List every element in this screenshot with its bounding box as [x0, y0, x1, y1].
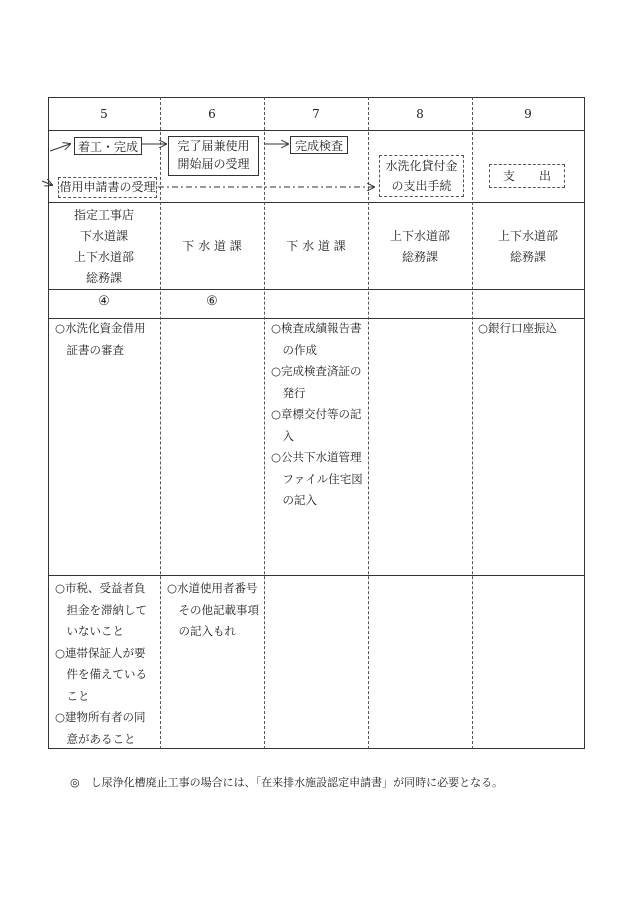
remark-line: ○水道使用者番号	[167, 581, 258, 595]
column-number: 8	[416, 107, 424, 121]
procedure-line: ○公共下水道管理	[271, 450, 362, 464]
loan-payment-line: 水洗化貸付金	[385, 159, 458, 173]
remark-line: 担金を滞納して	[55, 602, 147, 617]
department-label: 下 水 道 課	[182, 239, 242, 253]
column-number: 5	[100, 107, 108, 121]
department-label: 上下水道部	[73, 250, 134, 264]
department-label: 上下水道部	[389, 229, 450, 243]
step-marker: ④	[98, 294, 110, 309]
procedure-line: の記入	[271, 493, 317, 507]
remark-line: こと	[55, 688, 90, 703]
procedure-line: の作成	[271, 342, 317, 357]
column-number: 7	[312, 107, 320, 121]
completion-notice-line: 完了届兼使用	[177, 139, 250, 153]
remark-line: の記入もれ	[167, 624, 236, 638]
footnote: ◎ し尿浄化槽廃止工事の場合には、「在来排水施設認定申請書」が同時に必要となる。	[70, 776, 504, 789]
column-number: 6	[208, 107, 216, 121]
procedure-line: ファイル住宅図	[271, 471, 363, 486]
procedure-line: 発行	[271, 385, 306, 400]
entry-arrow-loan	[42, 181, 52, 185]
department-label: 総務課	[85, 271, 122, 285]
completion-notice-box	[168, 136, 259, 176]
department-label: 総務課	[509, 250, 546, 264]
completion-notice-line: 開始届の受理	[177, 157, 250, 171]
remark-line: ○市税、受益者負	[55, 581, 146, 595]
procedure-cell-col5	[55, 318, 146, 361]
procedure-cell-col7	[271, 318, 363, 512]
entry-arrow-start-work	[50, 144, 70, 151]
department-cell-col9	[472, 226, 584, 268]
department-label: 下水道課	[79, 229, 128, 243]
loan-payment-box	[379, 155, 464, 197]
disbursement-box: 支 出	[489, 164, 565, 188]
department-label: 下 水 道 課	[286, 239, 346, 253]
procedure-line: 証書の審査	[55, 342, 124, 357]
remarks-cell-col6	[167, 578, 259, 643]
department-label: 上下水道部	[497, 229, 558, 243]
remark-line: ○連帯保証人が要	[55, 645, 146, 660]
department-cell-col8	[368, 226, 472, 268]
department-cell-col5	[48, 205, 160, 289]
department-label: 総務課	[401, 250, 438, 264]
procedure-cell-col9	[478, 318, 557, 340]
remark-line: 意があること	[55, 731, 136, 746]
procedure-line: ○銀行口座振込	[478, 321, 558, 335]
column-number: 9	[524, 107, 532, 121]
procedure-line: ○完成検査済証の	[271, 364, 362, 378]
remark-line: いないこと	[55, 624, 124, 638]
procedure-line: ○章標交付等の記	[271, 407, 362, 421]
procedure-line: ○水洗化資金借用	[55, 321, 146, 335]
step-marker: ⑥	[206, 294, 218, 309]
remarks-cell-col5	[55, 578, 147, 750]
loan-payment-line: の支出手続	[391, 179, 452, 193]
completion-inspection-box: 完成検査	[290, 136, 348, 154]
remark-line: ○建物所有者の同	[55, 710, 146, 724]
department-label: 指定工事店	[73, 208, 134, 222]
remark-line: その他記載事項	[167, 602, 259, 617]
procedure-line: 入	[271, 428, 294, 443]
procedure-line: ○検査成績報告書	[271, 321, 362, 335]
remark-line: 件を備えている	[55, 667, 147, 681]
start-work-box: 着工・完成	[74, 137, 142, 155]
loan-application-box: 借用申請書の受理	[58, 177, 157, 198]
